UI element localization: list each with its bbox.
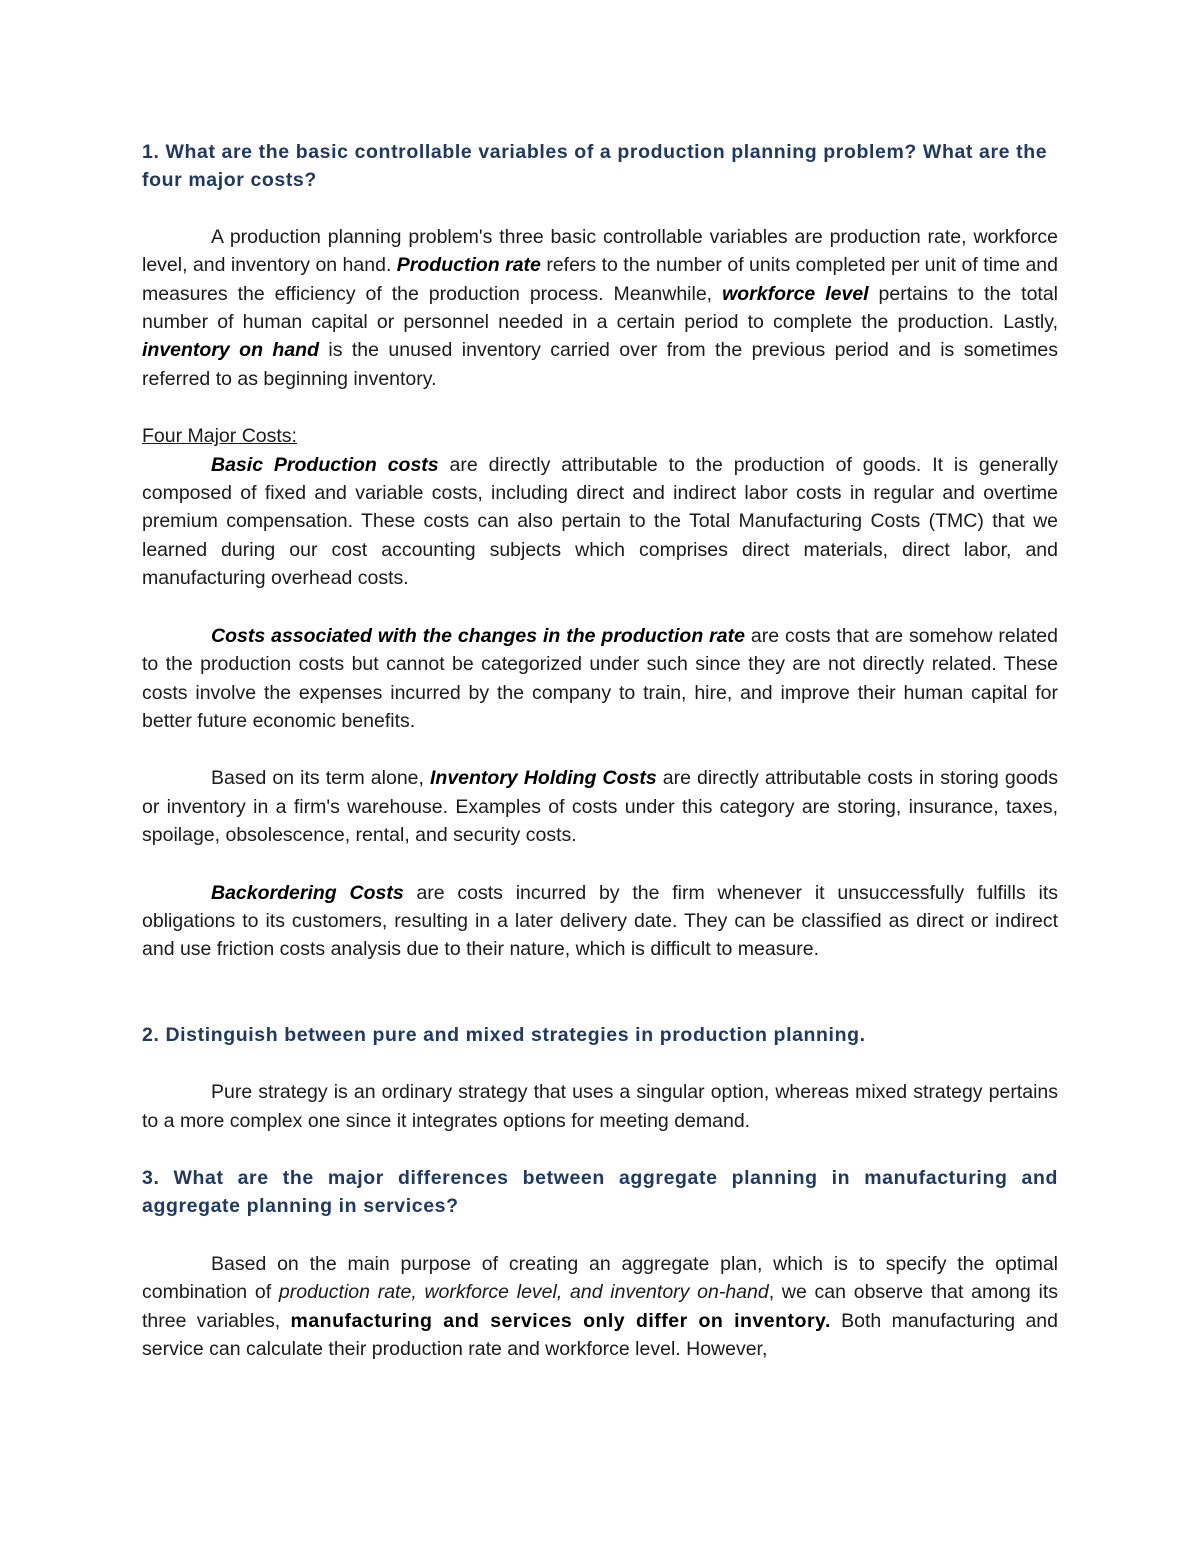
- document-page: [142, 138, 1058, 1363]
- spacer: [142, 735, 1058, 764]
- variables-italic-text: production rate, workforce level, and inventory on-hand: [278, 1281, 769, 1304]
- cost-production-rate-changes-paragraph: Costs associated with the changes in the production rate are costs that are somehow related to the production costs but cannot be categorized under such since they are not directly related. These costs involve the expenses incurred by the company to train, hire, and improve their human capital for better future economic benefits.: [142, 624, 1058, 732]
- cost-basic-production-paragraph: Basic Production costs are directly attributable to the production of goods. It is generally composed of fixed and variable costs, including direct and indirect labor costs in regular and overtime premium compensation. These costs can also pertain to the Total Manufacturing Costs (TMC) that we learned during our cost accounting subjects which comprises direct materials, direct labor, and manufacturing overhead costs.: [142, 453, 1058, 590]
- question-3-heading: 3. What are the major differences between aggregate planning in manufacturing and aggregate planning in services?: [142, 1166, 1058, 1218]
- spacer: [142, 964, 1058, 1021]
- term-production-rate: Production rate: [396, 254, 541, 277]
- spacer: [142, 195, 1058, 223]
- cost-inventory-holding-paragraph: Based on its term alone, Inventory Holding Costs are directly attributable costs in storing goods or inventory in a firm's warehouse. Examples of costs under this category are storing, insurance, taxes, spoilage, obsolescence, rental, and security costs.: [142, 767, 1058, 847]
- four-major-costs-heading: Four Major Costs:: [142, 425, 297, 448]
- question-3-answer-paragraph: Based on the main purpose of creating an aggregate plan, which is to specify the optimal combination of production rate, workforce level, and inventory on-hand, we can observe that among its three variables, manufacturing and services only differ on inventory. Both manufacturing and service can calculate their production rate and workforce level. However,: [142, 1252, 1058, 1360]
- spacer: [142, 593, 1058, 622]
- term-basic-production-costs: Basic Production costs: [211, 453, 439, 476]
- term-inventory-holding-costs: Inventory Holding Costs: [430, 767, 657, 790]
- question-2-heading: 2. Distinguish between pure and mixed strategies in production planning.: [142, 1023, 866, 1046]
- question-2-answer-paragraph: Pure strategy is an ordinary strategy that uses a singular option, whereas mixed strategy pertains to a more complex one since it integrates options for meeting demand.: [142, 1081, 1058, 1132]
- spacer: [142, 1221, 1058, 1250]
- spacer: [142, 1049, 1058, 1078]
- term-production-rate-changes: Costs associated with the changes in the production rate: [211, 624, 745, 647]
- cost-backordering-paragraph: Backordering Costs are costs incurred by the firm whenever it unsuccessfully fulfills its obligations to its customers, resulting in a later delivery date. They can be classified as direct or indirect and use friction costs analysis due to their nature, which is difficult to measure.: [142, 881, 1058, 961]
- spacer: [142, 1135, 1058, 1164]
- bold-inventory-difference: manufacturing and services only differ on inventory.: [290, 1309, 831, 1332]
- spacer: [142, 393, 1058, 422]
- question-1-heading: 1. What are the basic controllable variables of a production planning problem? What are the four major costs?: [142, 141, 1048, 192]
- term-workforce-level: workforce level: [722, 282, 869, 305]
- spacer: [142, 850, 1058, 879]
- term-inventory-on-hand: inventory on hand: [142, 339, 319, 362]
- term-backordering-costs: Backordering Costs: [211, 881, 404, 904]
- question-1-answer-paragraph: A production planning problem's three basic controllable variables are production rate, workforce level, and inventory on hand. Production rate refers to the number of units completed per unit of time and measures the efficiency of the production process. Meanwhile, workforce level pertains to the total number of human capital or personnel needed in a certain period to complete the production. Lastly, inventory on hand is the unused inventory carried over from the previous period and is sometimes referred to as beginning inventory.: [142, 225, 1059, 390]
